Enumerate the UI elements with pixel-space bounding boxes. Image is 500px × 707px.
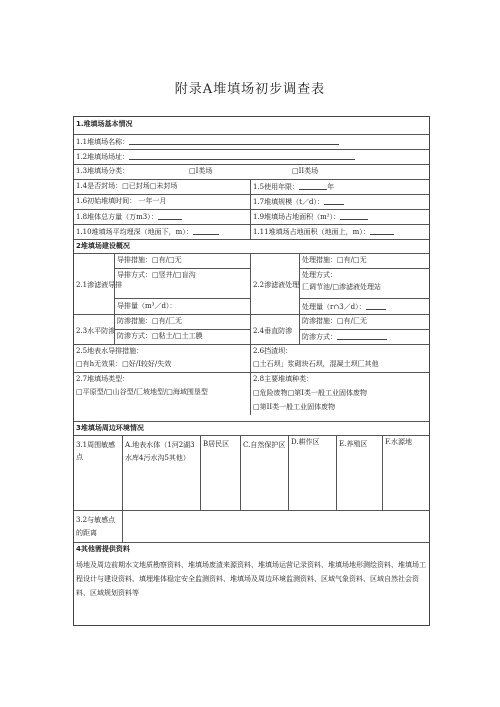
row-section-surroundings — [74, 421, 429, 436]
vseep-cell — [299, 315, 429, 345]
row-category — [74, 164, 429, 180]
retaining-options[interactable]: □土石坝」浆砌块石坝，混凝土坝匚其他 — [253, 360, 379, 368]
aquaculture-area[interactable]: E.养殖区 — [336, 436, 382, 511]
capacity-label: 1.8堆体总方量（万m3）： — [76, 213, 158, 221]
section-other-heading: 4其他需提供资料 — [76, 545, 130, 553]
row-depth-height — [74, 224, 429, 240]
row-type-waste — [74, 372, 429, 415]
name-field — [74, 135, 429, 150]
waste-option-2[interactable]: □第II类一般工业固体废物 — [253, 403, 336, 411]
drain-method[interactable]: 导排方式：□竖井/□盲沟 — [117, 271, 196, 279]
residential-area[interactable]: B居民区 — [200, 436, 240, 511]
address-blank[interactable] — [129, 151, 355, 160]
drain-volume-label: 导排量（m³／d）： — [117, 302, 177, 310]
closed-field[interactable]: 1.4是否封场：□已封场□未封场 — [76, 182, 178, 190]
treat-cell — [299, 254, 429, 315]
row-name — [74, 134, 429, 150]
sensitive-label: 3.1周围敏感点 — [76, 441, 116, 461]
depth-blank[interactable] — [193, 226, 219, 235]
service-label: 1.5使用年限： — [253, 183, 300, 191]
other-materials-text: 场地及周边前期水文地质勘察资料、堆填场废渣来源资料、堆填场运营记录资料、堆填场地形测绘资料、堆填场工程设计与建设资料、填埋堆体稳定安全监测资料、堆填场及周边环境监测资料、区域气象资料、区域自然社会资料、区域规划资料等 — [76, 561, 426, 597]
start-time-field[interactable]: 1.6初始堆填时间： 一年一月 — [76, 197, 167, 205]
vseep-method-blank[interactable] — [337, 331, 387, 340]
area-field — [250, 210, 429, 225]
row-surface-retaining — [74, 344, 429, 373]
service-unit: 年 — [327, 183, 335, 191]
waste-type-cell — [250, 373, 429, 415]
surface-water-options[interactable]: □有h无效果：□好/I较好/失效 — [76, 360, 172, 368]
section-construction-heading: 2堆填场建设概况 — [76, 242, 130, 250]
height-label: 1.11堆填场占地面积（地面上，m）： — [253, 228, 370, 236]
drain-volume-field — [117, 301, 176, 312]
surface-water-label: 2.5地表水导排措施： — [76, 347, 144, 355]
landfill-type-label: 2.7堆填场类型： — [76, 375, 130, 383]
vseep-label: 2.4垂直防渗 — [250, 315, 299, 345]
scale-field — [250, 195, 429, 210]
address-field — [74, 150, 429, 165]
area-label: 1.9堆填场占地面积（m²）： — [253, 213, 341, 221]
treat-volume-field — [302, 301, 386, 313]
waste-option-1[interactable]: □危险废物□第I类一般工业固体废物 — [253, 389, 367, 397]
drain-measure[interactable]: 导排措施：□有/□无 — [117, 256, 182, 264]
scale-blank[interactable] — [324, 196, 344, 205]
surface-water-cell — [74, 345, 250, 373]
hseep-cell — [114, 315, 250, 345]
row-sensitive — [74, 435, 429, 511]
water-source[interactable]: F.水源地 — [382, 436, 429, 511]
name-blank[interactable] — [129, 136, 339, 145]
treat-label: 2.2渗滤液处理 — [250, 254, 299, 315]
service-field — [250, 180, 429, 195]
treat-options[interactable]: 匚调节池/□渗滤液处理站 — [302, 283, 381, 291]
height-blank[interactable] — [370, 226, 394, 235]
row-leachate — [74, 253, 429, 315]
hseep-label: 2.3水平防渗 — [76, 327, 116, 335]
name-label: 1.1堆填场名称： — [76, 138, 130, 146]
page-title: 附录A堆填场初步调查表 — [174, 82, 326, 97]
capacity-field — [74, 210, 250, 225]
vseep-measure[interactable]: 防渗措施：□有/匚无 — [302, 317, 367, 325]
landfill-type-cell — [74, 373, 250, 415]
row-seepage — [74, 314, 429, 345]
row-other-materials — [74, 542, 429, 626]
row-closed-service — [74, 179, 429, 195]
surface-water-body[interactable]: A.地表水体（1河2湖3水库4污水沟5其他） — [122, 436, 200, 511]
treat-volume-label: 处理量（r∩3／d）： — [302, 303, 366, 311]
hseep-method[interactable]: 防渗方式：□粘土/□土工膜 — [117, 332, 203, 340]
capacity-blank[interactable] — [158, 211, 182, 220]
depth-label: 1.10堆填场平均埋深（地面下，m）： — [76, 228, 193, 236]
category-option-1[interactable]: □I类场 — [189, 167, 213, 175]
row-capacity-area — [74, 209, 429, 225]
category-field — [74, 165, 429, 180]
drain-cell — [114, 254, 250, 315]
landfill-type-options[interactable]: □平原型/□山谷型/匚坡地型/□海域围垦型 — [76, 388, 208, 396]
retaining-label: 2.6挡渣坝： — [253, 347, 293, 355]
section-surroundings-heading: 3堆填场周边环境情况 — [76, 424, 144, 432]
vseep-method-field — [302, 331, 387, 343]
survey-form — [73, 116, 430, 626]
service-blank[interactable] — [299, 181, 327, 190]
category-option-2[interactable]: □II类场 — [292, 167, 319, 175]
hseep-measure[interactable]: 防渗措施：□有/匚无 — [117, 317, 182, 325]
scale-label: 1.7堆填规模（t／d）： — [253, 198, 324, 206]
row-start-scale — [74, 194, 429, 210]
category-label: 1.3堆填场分类： — [76, 167, 130, 175]
retaining-cell — [250, 345, 429, 373]
row-address — [74, 149, 429, 165]
section-basic-heading: 1.堆填场基本情况 — [76, 120, 133, 128]
treat-method: 处理方式： — [302, 271, 337, 279]
height-field — [250, 225, 429, 240]
nature-reserve[interactable]: C.自然保护区 — [240, 436, 288, 511]
distance-label: 3.2与敏感点的距离 — [76, 516, 116, 537]
vseep-method-label: 防渗方式： — [302, 333, 337, 341]
treat-measure[interactable]: 处理措施：□有/□无 — [302, 256, 367, 264]
address-label: 1.2堆填场场址： — [76, 153, 130, 161]
drain-label: 2.1渗滤液导排 — [76, 281, 123, 289]
waste-type-label: 2.8主要堆填种类： — [253, 375, 314, 383]
distance-value[interactable] — [122, 511, 429, 543]
row-distance — [74, 510, 429, 543]
area-blank[interactable] — [340, 211, 368, 220]
row-section-construction — [74, 239, 429, 254]
treat-volume-blank[interactable] — [366, 301, 386, 310]
farmland[interactable]: D.耕作区 — [288, 436, 336, 511]
depth-field — [74, 225, 250, 240]
